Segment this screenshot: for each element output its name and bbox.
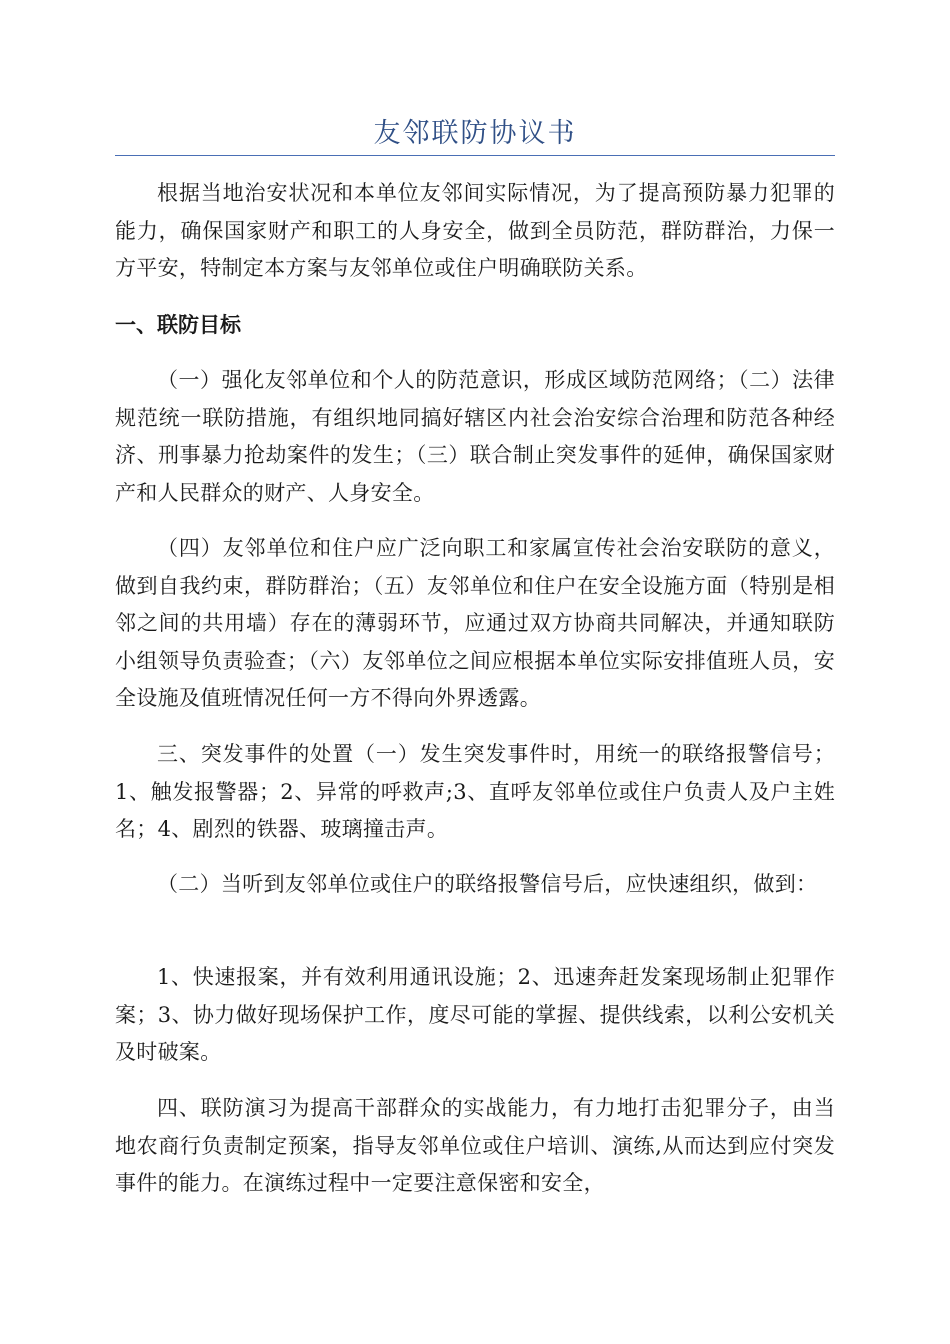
section-heading-goals: 一、联防目标 — [115, 313, 241, 337]
paragraph-emergency-handling: 三、突发事件的处置（一）发生突发事件时，用统一的联络报警信号；1、触发报警器；2、异常的呼救声;3、直呼友邻单位或住户负责人及户主姓名；4、剧烈的铁器、玻璃撞击声。 — [115, 742, 835, 841]
paragraph-goals-1: （一）强化友邻单位和个人的防范意识，形成区域防范网络；（二）法律规范统一联防措施，有组织地同搞好辖区内社会治安综合治理和防范各种经济、刑事暴力抢劫案件的发生；（三）联合制止突发事件的延伸，确保国家财产和人民群众的财产、人身安全。 — [115, 368, 835, 505]
paragraph-goals-2: （四）友邻单位和住户应广泛向职工和家属宣传社会治安联防的意义，做到自我约束，群防群治；（五）友邻单位和住户在安全设施方面（特别是相邻之间的共用墙）存在的薄弱环节，应通过双方协商共同解决，并通知联防小组领导负责验查；（六）友邻单位之间应根据本单位实际安排值班人员，安全设施及值班情况任何一方不得向外界透露。 — [115, 536, 835, 710]
paragraph-response-steps: 1、快速报案，并有效利用通讯设施；2、迅速奔赶发案现场制止犯罪作案；3、协力做好现场保护工作，度尽可能的掌握、提供线索，以利公安机关及时破案。 — [115, 965, 835, 1064]
intro-paragraph: 根据当地治安状况和本单位友邻间实际情况，为了提高预防暴力犯罪的能力，确保国家财产和职工的人身安全，做到全员防范，群防群治，力保一方平安，特制定本方案与友邻单位或住户明确联防关系。 — [115, 181, 835, 280]
paragraph-drills: 四、联防演习为提高干部群众的实战能力，有力地打击犯罪分子，由当地农商行负责制定预案，指导友邻单位或住户培训、演练,从而达到应付突发事件的能力。在演练过程中一定要注意保密和安全， — [115, 1096, 835, 1195]
title-underline — [115, 155, 835, 156]
paragraph-alarm-response: （二）当听到友邻单位或住户的联络报警信号后，应快速组织，做到： — [157, 872, 818, 896]
document-title: 友邻联防协议书 — [373, 118, 577, 149]
